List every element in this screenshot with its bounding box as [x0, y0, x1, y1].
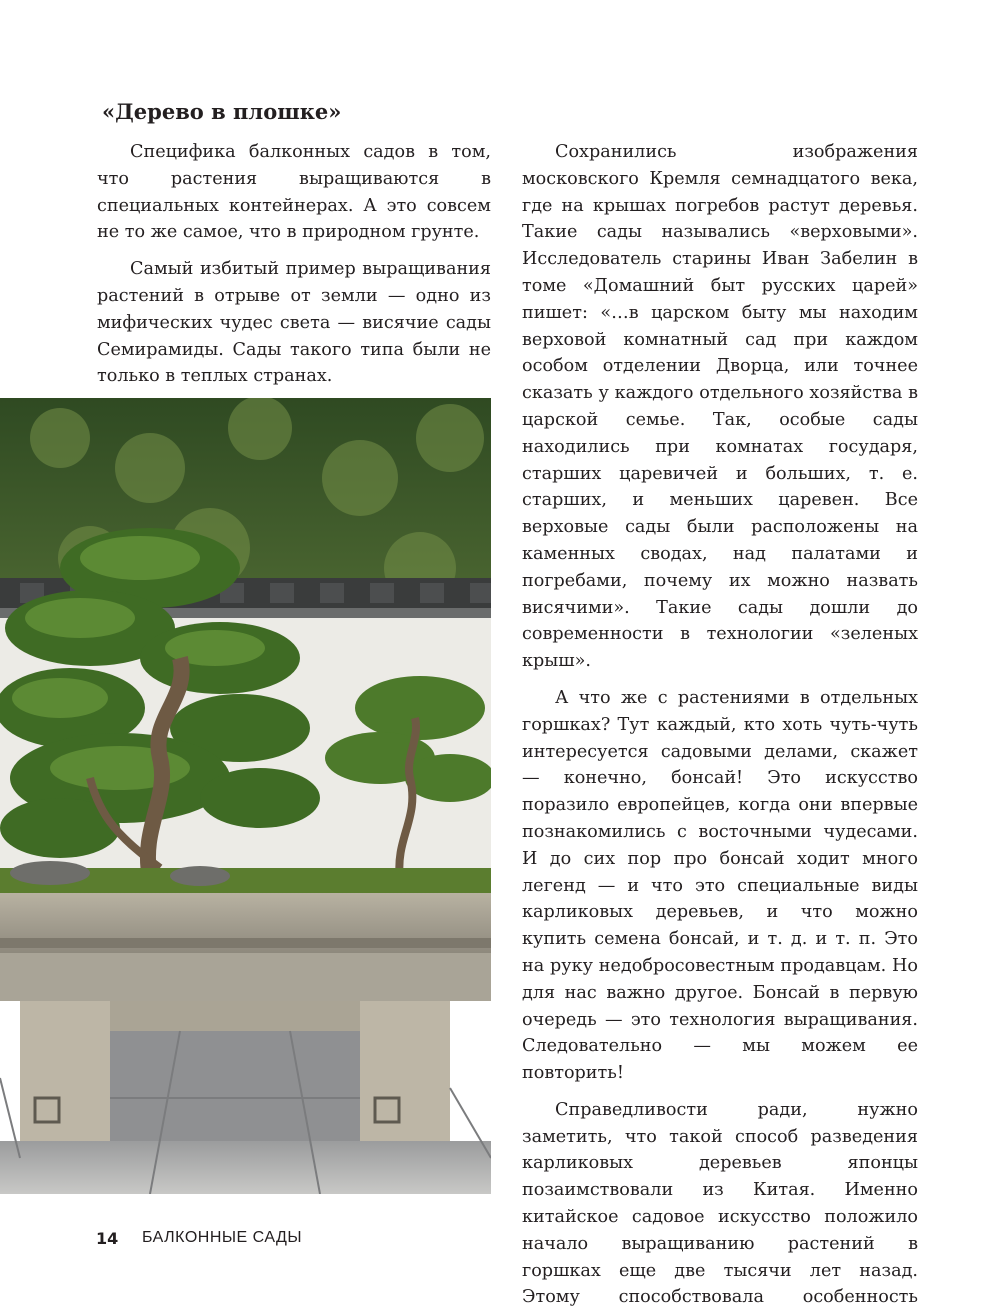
- section-heading: «Дерево в плошке»: [102, 99, 342, 124]
- left-paragraph-2: Самый избитый пример выращивания растений в отрыве от земли — одно из мифических чудес света — висячие сады Семирамиды. Сады такого типа были не только в теплых странах.: [97, 259, 491, 387]
- running-title: БАЛКОННЫЕ САДЫ: [142, 1229, 303, 1246]
- bonsai-photo: [0, 398, 491, 1194]
- left-paragraph-1: Специфика балконных садов в том, что растения выращиваются в специальных контейнерах. А это совсем не то же самое, что в природном грунте.: [97, 142, 491, 243]
- page-number: 14: [96, 1229, 119, 1248]
- left-column: [97, 139, 491, 390]
- right-paragraph-1: Сохранились изображения московского Кремля семнадцатого века, где на крышах погребов растут деревья. Такие сады назывались «верховыми». Исследователь старины Иван Забелин в томе «Домашний быт русских царей» пишет: «…в царском быту мы находим верховой комнатный сад при каждом особом отделении Дворца, или точнее сказать у каждого отдельного хозяйства в царской семье. Так, особые сады находились при комнатах государя, старших царевичей и больших, т. е. старших, и меньших царевен. Все верховые сады были расположены на каменных сводах, над палатами и погребами, почему их можно назвать висячими». Такие сады дошли до современности в технологии «зеленых крыш».: [522, 142, 918, 672]
- right-paragraph-3: Справедливости ради, нужно заметить, что такой способ разведения карликовых деревьев японцы позаимствовали из Китая. Именно китайское садовое искусство положило начало выращиванию растений в горшках еще две тысячи лет назад. Этому способствовала особенность: [522, 1099, 918, 1308]
- right-paragraph-2: А что же с растениями в отдельных горшках? Тут каждый, кто хоть чуть-чуть интересуется садовыми делами, скажет — конечно, бонсай! Это искусство поразило европейцев, когда они впервые познакомились с восточными чудесами. И до сих пор про бонсай ходит много легенд — и что это специальные виды карликовых деревьев, и что можно купить семена бонсай, и т. д. и т. п. Это на руку недобросовестным продавцам. Но для нас важно другое. Бонсай в первую очередь — это технология выращивания. Следовательно — мы можем ее повторить!: [522, 687, 918, 1084]
- right-column: [522, 139, 918, 1311]
